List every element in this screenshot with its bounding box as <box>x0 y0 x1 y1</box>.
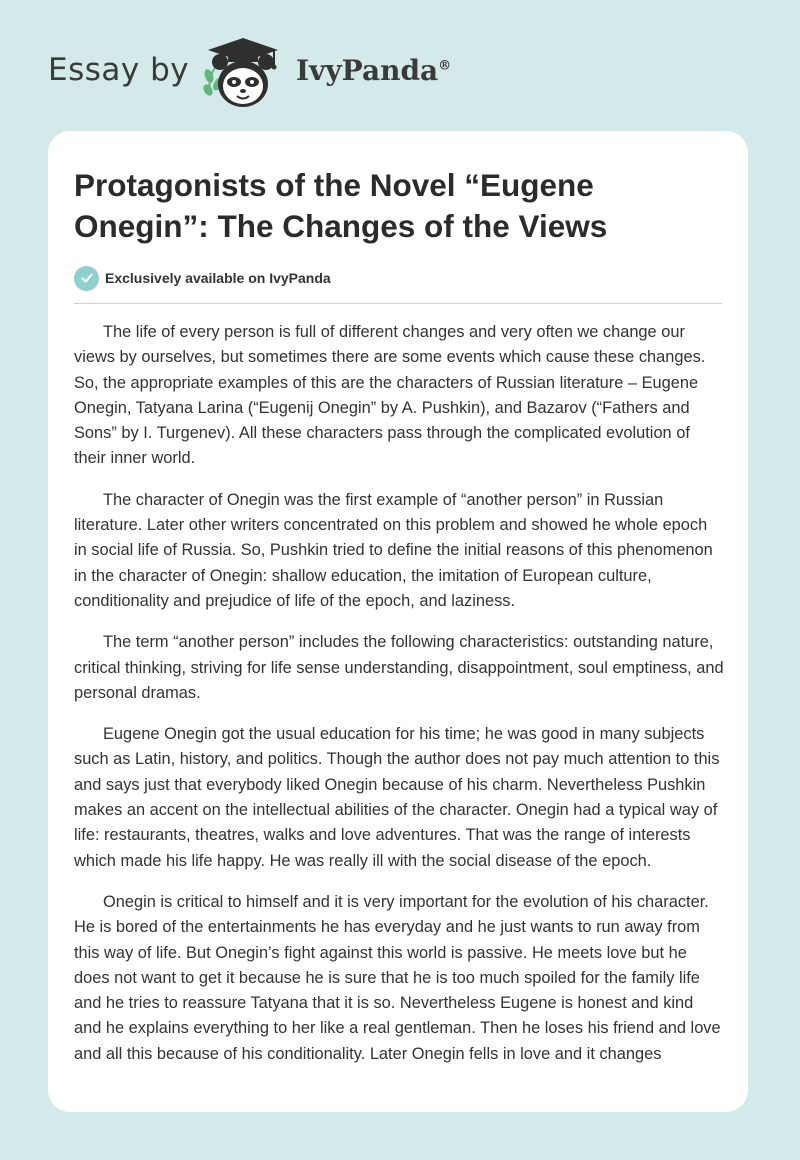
panda-graduate-icon[interactable] <box>196 32 286 112</box>
paragraph: Onegin is critical to himself and it is very important for the evolution of his character. He is bored of the entertainments he has everyday and he just wants to run away from this way of life. But Onegin’s fight against this world is passive. He meets love but he does not want to get it because he is sure that he is too much spoiled for the family life and he tries to reassure Tatyana that it is so. Nevertheless Eugene is honest and kind and he explains everything to her like a real gentleman. Then he loses his friend and love and all this because of his conditionality. Later Onegin fells in love and it changes <box>74 892 721 1063</box>
check-circle-icon <box>74 266 99 291</box>
registered-mark: ® <box>438 58 452 74</box>
page-title: Protagonists of the Novel “Eugene Onegin”: The Changes of the Views <box>74 167 608 244</box>
essay-card <box>48 131 748 1112</box>
site-header <box>0 0 800 130</box>
divider <box>74 303 722 304</box>
badge-label: Exclusively available on IvyPanda <box>105 270 331 286</box>
essay-body <box>74 320 724 1083</box>
paragraph: The life of every person is full of different changes and very often we change our views by ourselves, but sometimes there are some events which cause these changes. So, the appropriate examples of this are the characters of Russian literature – Eugene Onegin, Tatyana Larina (“Eugenij Onegin” by A. Pushkin), and Bazarov (“Fathers and Sons” by I. Turgenev). All these characters pass through the complicated evolution of their inner world. <box>74 323 706 468</box>
paragraph: Eugene Onegin got the usual education for his time; he was good in many subjects such as Latin, history, and politics. Though the author does not pay much attention to this and says just that everybody liked Onegin because of his charm. Nevertheless Pushkin makes an accent on the intellectual abilities of the character. Onegin had a typical way of life: restaurants, theatres, walks and love adventures. That was the range of interests which made his life happy. He was really ill with the social disease of the epoch. <box>74 725 720 870</box>
paragraph: The term “another person” includes the following characteristics: outstanding nature, critical thinking, striving for life sense understanding, disappointment, soul emptiness, and personal dramas. <box>74 633 724 702</box>
paragraph: The character of Onegin was the first example of “another person” in Russian literature. Later other writers concentrated on this problem and showed he whole epoch in social life of Russia. So, Pushkin tried to define the initial reasons of this phenomenon in the character of Onegin: shallow education, the imitation of European culture, conditionality and prejudice of life of the epoch, and laziness. <box>74 490 713 610</box>
essay-by-label: Essay by <box>48 52 190 88</box>
brand-name: IvyPanda <box>296 54 439 87</box>
brand-logo-text[interactable] <box>296 54 451 87</box>
exclusive-badge <box>74 265 331 291</box>
